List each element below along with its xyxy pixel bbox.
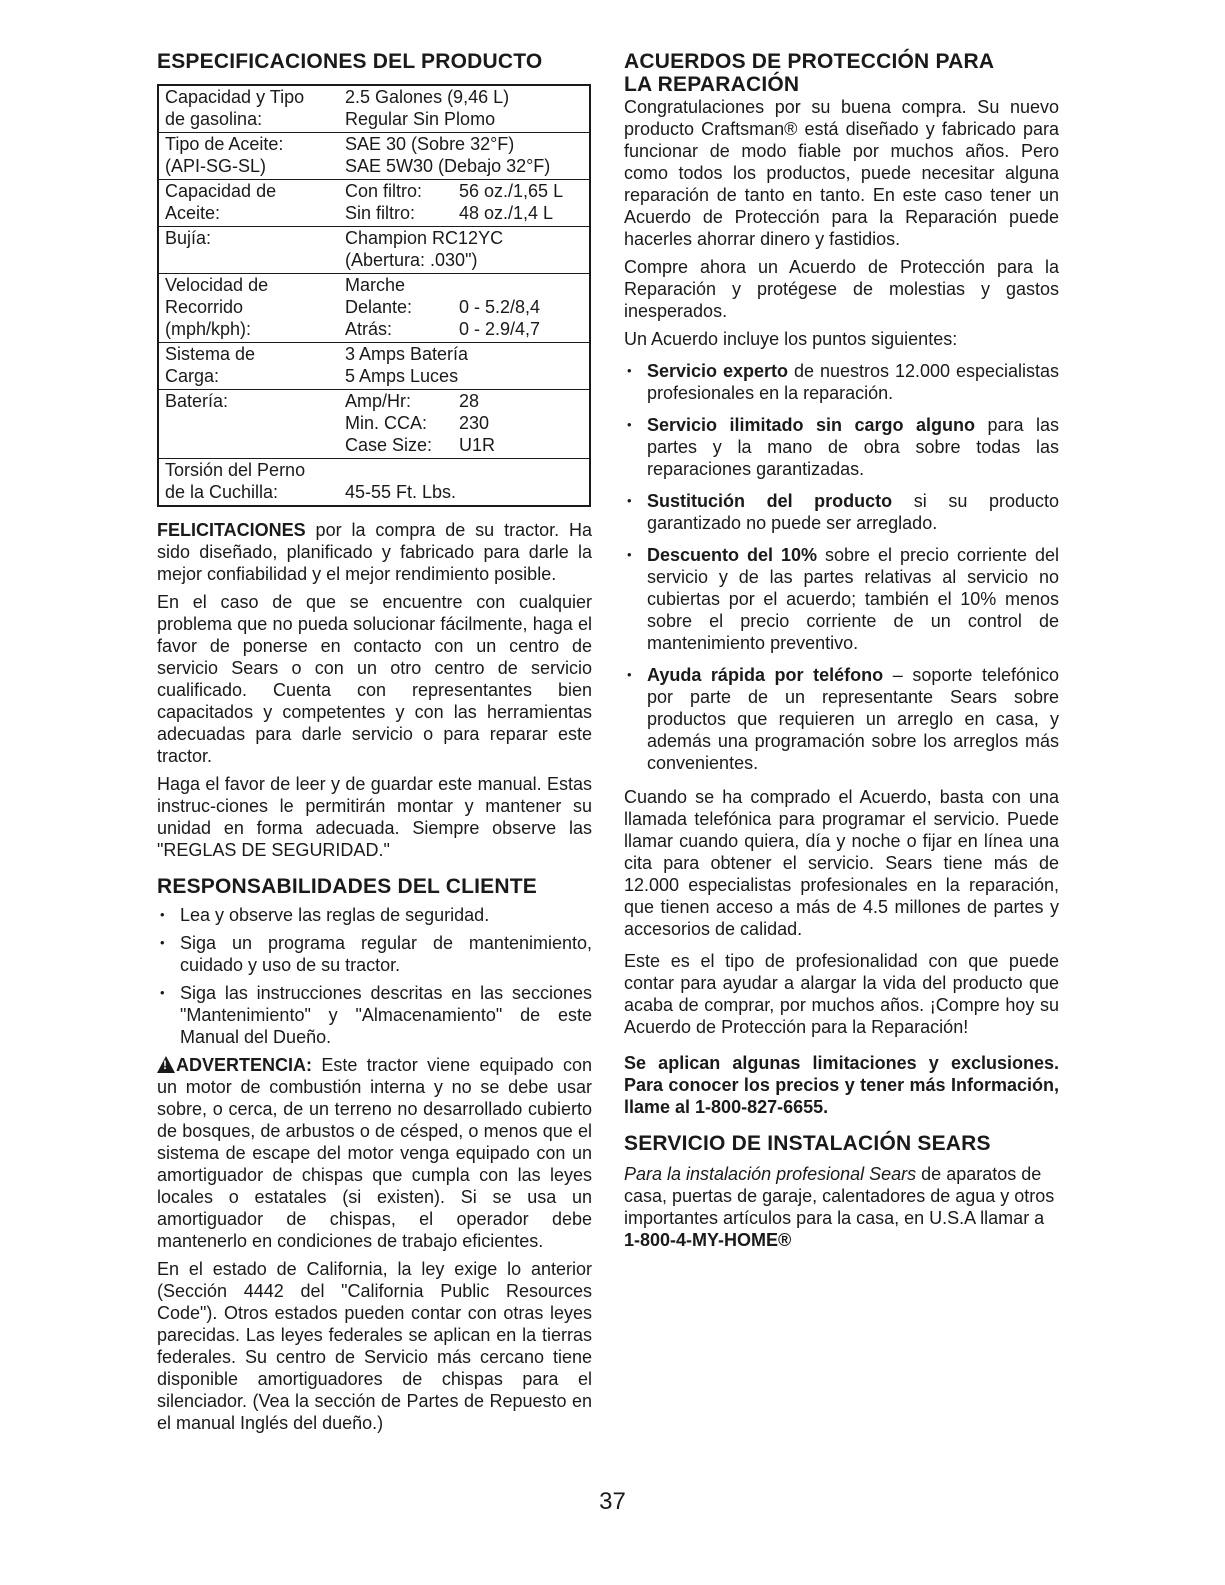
spec-value-line [345,318,585,340]
agreement-item-title: Sustitución del producto [647,491,893,511]
responsibility-item: • Siga un programa regular de mantenimiento, cuidado y uso de su tractor. [157,932,592,976]
spec-value-text: SAE 30 (Sobre 32°F) [345,134,515,154]
spec-label-line: Aceite: [165,203,221,223]
spec-row [158,180,590,227]
agreement-item [624,490,1059,534]
spec-value [339,390,590,459]
spec-value-line [345,108,585,130]
spec-value-line [345,227,585,249]
spec-label-line: Capacidad y Tipo [165,87,305,107]
spec-label [158,459,339,507]
spec-label-line: Velocidad de [165,275,269,295]
agreement-item [624,664,1059,774]
spec-value-line [345,133,585,155]
spec-label [158,85,339,133]
spec-value-line [345,390,585,412]
warning-triangle-icon [157,1056,175,1073]
agreement-item-text: de nuestros 12.000 especialistas profesionales en la reparación. [647,361,1059,403]
spec-value [339,85,590,133]
spec-value-line [345,155,585,177]
spec-row [158,85,590,133]
spec-value-line [345,481,585,503]
spec-table [157,84,591,507]
install-italic: Para la instalación profesional Sears [624,1164,917,1184]
spec-row [158,133,590,180]
spec-value-text: 0 - 5.2/8,4 [459,297,541,317]
spec-value-text: 48 oz./1,4 L [459,203,554,223]
spec-value-text: 5 Amps Luces [345,366,459,386]
spec-value-line [345,434,585,456]
agreement-item-title: Servicio experto [647,361,789,381]
spec-label [158,343,339,390]
spec-value-text: (Abertura: .030") [345,250,478,270]
spec-value-line [345,180,585,202]
spec-value-line [345,249,585,271]
spec-value-text [345,459,350,481]
spec-value-text: 0 - 2.9/4,7 [459,319,541,339]
spec-label [158,227,339,274]
spec-label [158,133,339,180]
california-paragraph: En el estado de California, la ley exige lo anterior (Sección 4442 del "California Public Resources Code"). Otros estados pueden contar con otras leyes parecidas. Las leyes federales se aplican en la tierras federales. Su centro de Servicio más cercano tiene disponible amortiguadores de chispas para el silenciador. (Vea la sección de Partes de Repuesto en el manual Inglés del dueño.) [157,1259,592,1433]
spec-label-line: Recorrido [165,297,244,317]
agreement-item-text: – soporte telefónico por parte de un representante Sears sobre productos que requieren un arreglo en casa, y además una programación sobre los arreglos más convenientes. [647,665,1059,773]
spec-value-line [345,412,585,434]
right-column [624,50,1059,1251]
spec-value-text: Champion RC12YC [345,228,504,248]
spec-label-line: Torsión del Perno [165,460,306,480]
agreements-heading-line2: LA REPARACIÓN [624,73,800,96]
spec-row [158,390,590,459]
spec-label-line: Sistema de [165,344,256,364]
agreement-item-text: sobre el precio corriente del servicio y de las partes relativas al servicio no cubiertas por el acuerdo; también el 10% menos sobre el precio corriente de un control de mantenimiento preventivo. [647,545,1059,653]
spec-value-key: Min. CCA: [345,413,428,433]
spec-value-text: 28 [459,391,480,411]
install-heading: SERVICIO DE INSTALACIÓN SEARS [624,1132,991,1155]
warning-text: Este tractor viene equipado con un motor de combustión interna y no se debe usar sobre, o cerca, de un terreno no desarrollado cubierto de bosques, de arbustos o de césped, o menos que el sistema de escape del motor venga equipado con un amortiguador de chispas que cumpla con las leyes locales o estatales (si existen). Si se usa un amortiguador de chispas, el operador debe mantenerlo en condiciones de trabajo eficientes. [157,1055,592,1251]
spec-label-line: Bujía: [165,228,212,248]
spec-row [158,227,590,274]
agreement-item-text: si su producto garantizado no puede ser arreglado. [647,491,1059,533]
spec-value-key: Atrás: [345,319,393,339]
responsibility-item: • Siga las instrucciones descritas en las secciones "Mantenimiento" y "Almacenamiento" de este Manual del Dueño. [157,982,592,1048]
spec-value-text: 2.5 Galones (9,46 L) [345,87,510,107]
spec-value-text: 56 oz./1,65 L [459,181,564,201]
install-phone: 1-800-4-MY-HOME® [624,1230,792,1250]
buy-paragraph: Compre ahora un Acuerdo de Protección para la Reparación y protégese de molestias y gastos inesperados. [624,257,1059,321]
agreement-item-title: Ayuda rápida por teléfono [647,665,884,685]
spec-value [339,459,590,507]
spec-value-line [345,459,585,481]
spec-value [339,180,590,227]
agreement-item-title: Descuento del 10% [647,545,818,565]
spec-label [158,390,339,459]
spec-row [158,459,590,507]
agreement-list [624,360,1059,774]
spec-label-line: (API-SG-SL) [165,156,267,176]
spec-label [158,274,339,343]
page-number: 37 [599,1488,626,1515]
install-text: de aparatos de casa, puertas de garaje, calentadores de agua y otros importantes artículos para la casa, en U.S.A llamar a [624,1164,1055,1228]
congratulations-paragraph: Congratulaciones por su buena compra. Su nuevo producto Craftsman® está diseñado y fabricado para funcionar de modo fiable por muchos años. Pero como todos los productos, puede necesitar alguna reparación de tanto en tanto. En este caso tener un Acuerdo de Protección para la Reparación puede hacerles ahorrar dinero y fastidios. [624,97,1059,249]
agreement-item [624,414,1059,480]
spec-value [339,343,590,390]
spec-value-line [345,202,585,224]
spec-value-text: U1R [459,435,496,455]
spec-value-key: Con filtro: [345,181,423,201]
spec-value-key: Amp/Hr: [345,391,412,411]
spec-heading: ESPECIFICACIONES DEL PRODUCTO [157,50,543,73]
spec-label-line: de gasolina: [165,109,263,129]
agreement-item-text: para las partes y la mano de obra sobre todas las reparaciones garantizadas. [647,415,1059,479]
spec-label-line: Carga: [165,366,220,386]
manual-paragraph: Haga el favor de leer y de guardar este manual. Estas instruc-ciones le permitirán montar y mantener su unidad en forma adecuada. Siempre observe las "REGLAS DE SEGURIDAD." [157,774,592,860]
responsibility-item: • Lea y observe las reglas de seguridad. [157,904,592,926]
spec-value-text: 230 [459,413,490,433]
spec-label-line: (mph/kph): [165,319,252,339]
problem-paragraph: En el caso de que se encuentre con cualquier problema que no pueda solucionar fácilmente, haga el favor de ponerse en contacto con un centro de servicio Sears o con un otro centro de servicio cualificado. Cuenta con representantes bien capacitados y competentes y con las herramientas adecuadas para darle servicio o para reparar este tractor. [157,592,592,766]
spec-value-key: Delante: [345,297,413,317]
once-paragraph: Cuando se ha comprado el Acuerdo, basta con una llamada telefónica para programar el servicio. Puede llamar cuando quiera, día y noche o fijar en línea una cita para obtener el servicio. Sears tiene más de 12.000 especialistas profesionales en la reparación, que tienen acceso a más de 4.5 millones de partes y accesorios de calidad. [624,787,1059,939]
spec-value-line [345,274,585,296]
congrats-paragraph [157,519,592,585]
limitations-paragraph: Se aplican algunas limitaciones y exclusiones. Para conocer los precios y tener más Información, llame al 1-800-827-6655. [624,1053,1059,1117]
responsibilities-heading: RESPONSABILIDADES DEL CLIENTE [157,875,537,898]
spec-value-line [345,365,585,387]
spec-row [158,274,590,343]
spec-row [158,343,590,390]
spec-value-line [345,296,585,318]
spec-value-key: Sin filtro: [345,203,416,223]
spec-label-line: Tipo de Aceite: [165,134,284,154]
congrats-bold: FELICITACIONES [157,520,306,540]
spec-value-text: Marche [345,275,406,295]
warning-paragraph [157,1054,592,1252]
includes-paragraph: Un Acuerdo incluye los puntos siguientes: [624,329,958,349]
spec-label-line: Batería: [165,391,229,411]
spec-label-line: de la Cuchilla: [165,482,279,502]
spec-value [339,227,590,274]
congrats-text: por la compra de su tractor. Ha sido diseñado, planificado y fabricado para darle la mejor confiabilidad y el mejor rendimiento posible. [157,520,592,584]
spec-value-text: 3 Amps Batería [345,344,469,364]
left-column [157,50,592,1434]
spec-label [158,180,339,227]
warning-bold: ADVERTENCIA: [176,1055,313,1075]
spec-value-text: SAE 5W30 (Debajo 32°F) [345,156,551,176]
agreements-heading-line1: ACUERDOS DE PROTECCIÓN PARA [624,50,995,73]
responsibilities-list [157,904,592,1048]
spec-value-text: Regular Sin Plomo [345,109,496,129]
agreement-item [624,544,1059,654]
spec-value [339,133,590,180]
agreement-item [624,360,1059,404]
spec-value [339,274,590,343]
install-paragraph [624,1163,1059,1229]
spec-value-line [345,343,585,365]
professional-paragraph: Este es el tipo de profesionalidad con que puede contar para ayudar a alargar la vida del producto que acaba de comprar, por muchos años. ¡Compre hoy su Acuerdo de Protección para la Reparación! [624,951,1059,1037]
spec-value-key: Case Size: [345,435,433,455]
spec-label-line: Capacidad de [165,181,277,201]
spec-value-text: 45-55 Ft. Lbs. [345,482,457,502]
agreement-item-title: Servicio ilimitado sin cargo alguno [647,415,975,435]
spec-value-line [345,86,585,108]
